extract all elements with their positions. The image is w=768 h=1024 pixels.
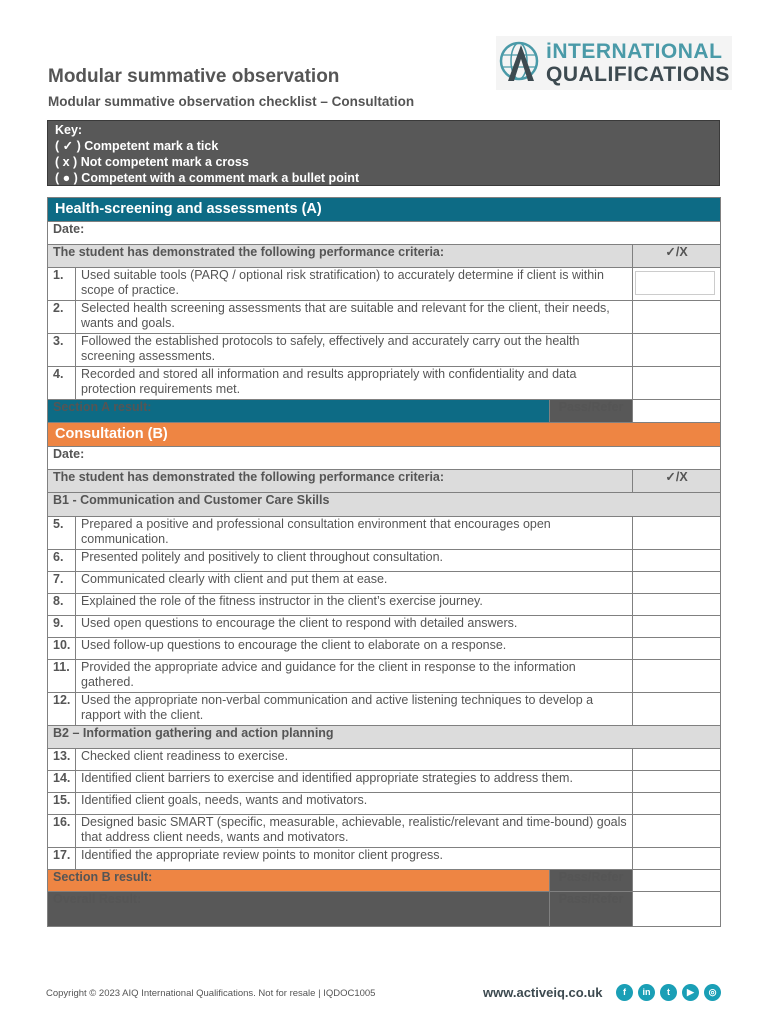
section-b-date-row	[48, 447, 721, 470]
logo-text-line1: iNTERNATIONAL	[546, 40, 723, 63]
criterion-text: Communicated clearly with client and put them at ease.	[76, 572, 633, 594]
criterion-number: 15.	[48, 793, 76, 815]
mark-cell[interactable]	[633, 367, 721, 400]
table-row	[48, 616, 721, 638]
mark-cell[interactable]	[633, 268, 721, 301]
criteria-header: The student has demonstrated the following performance criteria:	[48, 470, 633, 493]
criterion-number: 6.	[48, 550, 76, 572]
criterion-text: Presented politely and positively to client throughout consultation.	[76, 550, 633, 572]
overall-pass-refer: Pass/Refer	[550, 892, 633, 927]
table-row	[48, 815, 721, 848]
criterion-text: Provided the appropriate advice and guidance for the client in response to the information gathered.	[76, 660, 633, 693]
criterion-text: Followed the established protocols to safely, effectively and accurately carry out the health screening assessments.	[76, 334, 633, 367]
criterion-text: Checked client readiness to exercise.	[76, 749, 633, 771]
criterion-text: Recorded and stored all information and results appropriately with confidentiality and data protection requirements met.	[76, 367, 633, 400]
criterion-number: 4.	[48, 367, 76, 400]
overall-result-row	[48, 892, 721, 927]
criterion-text: Identified client goals, needs, wants and motivators.	[76, 793, 633, 815]
mark-cell[interactable]	[633, 815, 721, 848]
mark-cell[interactable]	[633, 517, 721, 550]
key-item-cross: ( x ) Not competent mark a cross	[55, 155, 249, 169]
footer-url-link[interactable]: www.activeiq.co.uk	[483, 985, 603, 1000]
twitter-icon[interactable]: t	[660, 984, 677, 1001]
table-row	[48, 848, 721, 870]
linkedin-icon[interactable]: in	[638, 984, 655, 1001]
table-row	[48, 301, 721, 334]
section-b-result-cell[interactable]	[633, 870, 721, 892]
section-b-result-label: Section B result:	[48, 870, 550, 892]
tick-cross-header: ✓/X	[633, 470, 721, 493]
table-row	[48, 367, 721, 400]
section-a-date-field[interactable]: Date:	[48, 222, 721, 245]
b2-subheading-row	[48, 726, 721, 749]
criterion-text: Prepared a positive and professional consultation environment that encourages open communication.	[76, 517, 633, 550]
youtube-icon[interactable]: ▶	[682, 984, 699, 1001]
mark-cell[interactable]	[633, 301, 721, 334]
key-item-tick: ( ✓ ) Competent mark a tick	[55, 139, 219, 153]
criterion-number: 12.	[48, 693, 76, 726]
footer-copyright: Copyright © 2023 AIQ International Qualifications. Not for resale | IQDOC1005	[46, 988, 376, 999]
section-b-pass-refer: Pass/Refer	[550, 870, 633, 892]
criterion-number: 3.	[48, 334, 76, 367]
table-row	[48, 268, 721, 301]
mark-cell[interactable]	[633, 660, 721, 693]
mark-cell[interactable]	[633, 793, 721, 815]
criterion-text: Designed basic SMART (specific, measurable, achievable, realistic/relevant and time-bound) goals that address client needs, wants and motivators.	[76, 815, 633, 848]
table-row	[48, 693, 721, 726]
criterion-number: 1.	[48, 268, 76, 301]
criterion-number: 5.	[48, 517, 76, 550]
globe-logo-icon	[499, 39, 543, 85]
criterion-text: Identified the appropriate review points to monitor client progress.	[76, 848, 633, 870]
mark-cell[interactable]	[633, 616, 721, 638]
criterion-text: Used follow-up questions to encourage the client to elaborate on a response.	[76, 638, 633, 660]
criterion-number: 9.	[48, 616, 76, 638]
b1-heading: B1 - Communication and Customer Care Skills	[48, 493, 721, 517]
checklist-table	[47, 197, 721, 927]
criterion-number: 13.	[48, 749, 76, 771]
mark-cell[interactable]	[633, 771, 721, 793]
table-row	[48, 793, 721, 815]
mark-input-box[interactable]	[635, 271, 715, 295]
key-label: Key:	[55, 123, 83, 137]
section-a-result-row	[48, 400, 721, 423]
criterion-number: 8.	[48, 594, 76, 616]
table-row	[48, 638, 721, 660]
section-a-criteria-row	[48, 245, 721, 268]
criterion-text: Used suitable tools (PARQ / optional risk stratification) to accurately determine if client is within scope of practice.	[76, 268, 633, 301]
facebook-icon[interactable]: f	[616, 984, 633, 1001]
mark-cell[interactable]	[633, 749, 721, 771]
section-a-result-label: Section A result:	[48, 400, 550, 423]
instagram-icon[interactable]: ◎	[704, 984, 721, 1001]
mark-cell[interactable]	[633, 848, 721, 870]
page-subtitle: Modular summative observation checklist – Consultation	[48, 94, 415, 109]
mark-cell[interactable]	[633, 693, 721, 726]
criterion-number: 10.	[48, 638, 76, 660]
section-a-header-row	[48, 198, 721, 222]
tick-cross-header: ✓/X	[633, 245, 721, 268]
criterion-number: 14.	[48, 771, 76, 793]
criterion-text: Identified client barriers to exercise and identified appropriate strategies to address them.	[76, 771, 633, 793]
table-row	[48, 749, 721, 771]
table-row	[48, 334, 721, 367]
mark-cell[interactable]	[633, 594, 721, 616]
mark-cell[interactable]	[633, 334, 721, 367]
section-b-result-row	[48, 870, 721, 892]
logo-text-line2: QUALIFICATIONS	[546, 63, 730, 86]
section-b-heading: Consultation (B)	[48, 423, 721, 447]
b1-subheading-row	[48, 493, 721, 517]
table-row	[48, 572, 721, 594]
criterion-number: 11.	[48, 660, 76, 693]
criterion-number: 7.	[48, 572, 76, 594]
section-b-header-row	[48, 423, 721, 447]
key-box	[47, 120, 720, 186]
overall-result-cell[interactable]	[633, 892, 721, 927]
criterion-text: Explained the role of the fitness instructor in the client’s exercise journey.	[76, 594, 633, 616]
table-row	[48, 771, 721, 793]
section-a-pass-refer: Pass/Refer	[550, 400, 633, 423]
mark-cell[interactable]	[633, 638, 721, 660]
criteria-header: The student has demonstrated the following performance criteria:	[48, 245, 633, 268]
mark-cell[interactable]	[633, 572, 721, 594]
criterion-number: 17.	[48, 848, 76, 870]
table-row	[48, 517, 721, 550]
logo	[496, 36, 732, 90]
criterion-text: Selected health screening assessments that are suitable and relevant for the client, their needs, wants and goals.	[76, 301, 633, 334]
table-row	[48, 594, 721, 616]
key-item-bullet: ( ● ) Competent with a comment mark a bullet point	[55, 171, 360, 185]
section-a-date-row	[48, 222, 721, 245]
mark-cell[interactable]	[633, 550, 721, 572]
section-a-result-cell[interactable]	[633, 400, 721, 423]
criterion-number: 16.	[48, 815, 76, 848]
criterion-text: Used the appropriate non-verbal communication and active listening techniques to develop a rapport with the client.	[76, 693, 633, 726]
criterion-text: Used open questions to encourage the client to respond with detailed answers.	[76, 616, 633, 638]
criterion-number: 2.	[48, 301, 76, 334]
overall-result-label: Overall Result:	[48, 892, 550, 927]
section-a-heading: Health-screening and assessments (A)	[48, 198, 721, 222]
section-b-date-field[interactable]: Date:	[48, 447, 721, 470]
section-b-criteria-row	[48, 470, 721, 493]
table-row	[48, 550, 721, 572]
b2-heading: B2 – Information gathering and action planning	[48, 726, 721, 749]
table-row	[48, 660, 721, 693]
page-title: Modular summative observation	[48, 66, 340, 87]
